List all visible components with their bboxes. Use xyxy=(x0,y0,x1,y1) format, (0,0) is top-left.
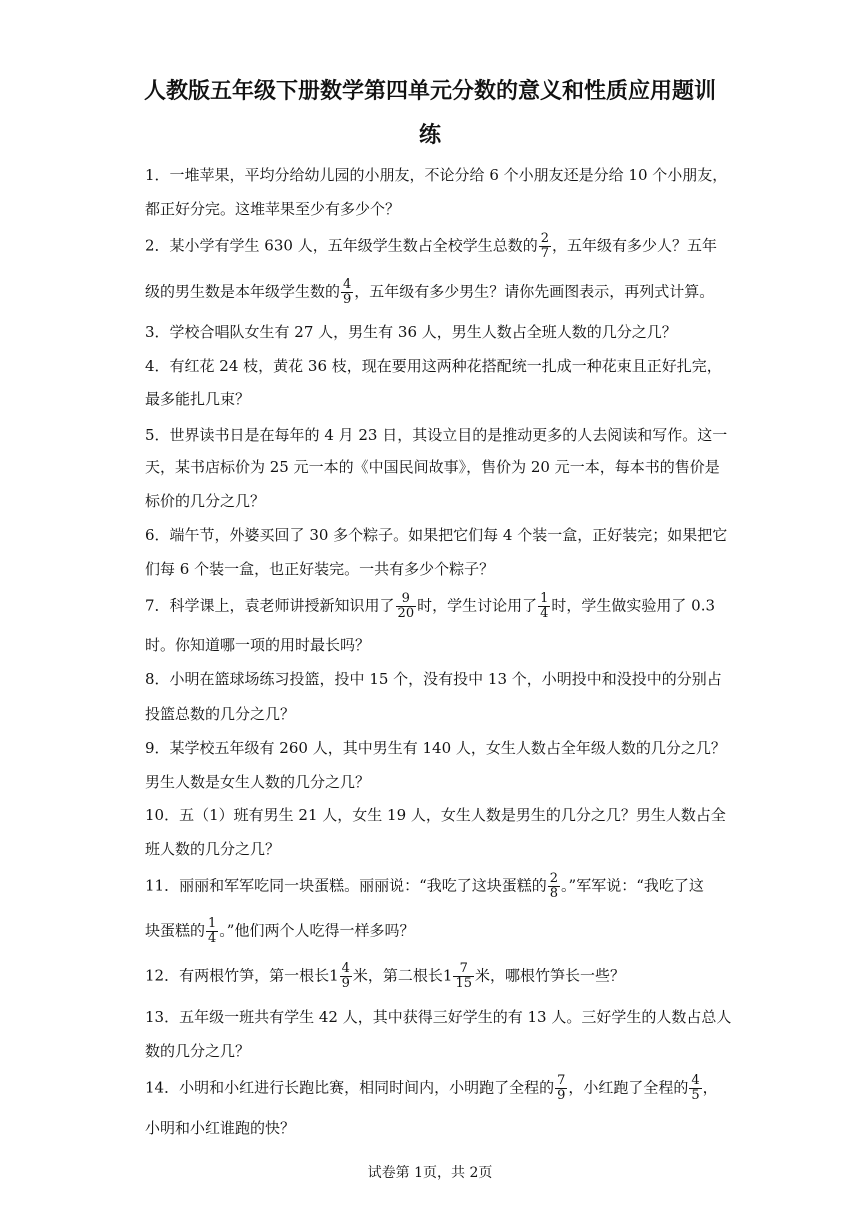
fraction xyxy=(548,872,560,901)
fraction xyxy=(206,917,218,946)
question-7-text: 时，学生讨论用了 xyxy=(417,596,538,615)
question-11-text: 。”他们两个人吃得一样多吗？ xyxy=(219,921,415,940)
question-8-line-1: 8．小明在篮球场练习投篮，投中 15 个，没有投中 13 个，小明投中和没投中的分别占 xyxy=(145,670,722,688)
question-9-line-1: 9．某学校五年级有 260 人，其中男生有 140 人，女生人数占全年级人数的几分之几？ xyxy=(145,739,726,757)
question-14-line-1 xyxy=(145,1074,718,1103)
denominator: 15 xyxy=(455,976,473,991)
fraction xyxy=(453,962,474,991)
question-2-text: ，五年级有多少人？五年 xyxy=(552,236,718,255)
question-11-text: 块蛋糕的 xyxy=(145,921,206,940)
question-5-line-1: 5．世界读书日是在每年的 4 月 23 日，其设立目的是推动更多的人去阅读和写作。这一 xyxy=(145,426,728,444)
question-5-line-2: 天，某书店标价为 25 元一本的《中国民间故事》，售价为 20 元一本，每本书的售价是 xyxy=(145,458,720,476)
question-11-text: 11．丽丽和军军吃同一块蛋糕。丽丽说：“我吃了这块蛋糕的 xyxy=(145,876,547,895)
question-13-line-1: 13．五年级一班共有学生 42 人，其中获得三好学生的有 13 人。三好学生的人数占总人 xyxy=(145,1008,732,1026)
question-10-line-2: 班人数的几分之几？ xyxy=(145,840,281,858)
question-2-line-2 xyxy=(145,278,714,307)
denominator: 5 xyxy=(691,1088,700,1103)
numerator: 9 xyxy=(396,592,417,607)
question-12-text: 12．有两根竹笋，第一根长1 xyxy=(145,966,339,985)
question-14-text: ，小红跑了全程的 xyxy=(568,1078,689,1097)
denominator: 9 xyxy=(341,976,350,991)
question-5-line-3: 标价的几分之几？ xyxy=(145,492,266,510)
question-9-line-2: 男生人数是女生人数的几分之几？ xyxy=(145,773,371,791)
fraction xyxy=(396,592,417,621)
numerator: 2 xyxy=(540,231,549,246)
numerator: 4 xyxy=(343,277,352,292)
question-1-line-2: 都正好分完。这堆苹果至少有多少个？ xyxy=(145,200,401,218)
question-14-text: ， xyxy=(702,1078,718,1097)
fraction xyxy=(340,962,352,991)
question-7-line-2: 时。你知道哪一项的用时最长吗？ xyxy=(145,636,371,654)
numerator: 4 xyxy=(691,1073,700,1088)
question-3-line-1: 3．学校合唱队女生有 27 人，男生有 36 人，男生人数占全班人数的几分之几？ xyxy=(145,323,677,341)
question-10-line-1: 10．五（1）班有男生 21 人，女生 19 人，女生人数是男生的几分之几？男生人数占全 xyxy=(145,806,726,824)
question-2-text: ，五年级有多少男生？请你先画图表示，再列式计算。 xyxy=(354,282,715,301)
question-11-text: 。”军军说：“我吃了这 xyxy=(561,876,704,895)
question-2-line-1 xyxy=(145,232,717,261)
numerator: 7 xyxy=(557,1073,566,1088)
question-14-text: 14．小明和小红进行长跑比赛，相同时间内，小明跑了全程的 xyxy=(145,1078,555,1097)
denominator: 4 xyxy=(208,931,217,946)
question-13-line-2: 数的几分之几？ xyxy=(145,1042,251,1060)
question-4-line-1: 4．有红花 24 枝，黄花 36 枝，现在要用这两种花搭配统一扎成一种花束且正好扎完， xyxy=(145,357,722,375)
question-8-line-2: 投篮总数的几分之几？ xyxy=(145,705,296,723)
fraction xyxy=(341,278,353,307)
question-12-line-1 xyxy=(145,962,625,991)
question-6-line-2: 们每 6 个装一盒，也正好装完。一共有多少个粽子？ xyxy=(145,560,495,578)
question-2-text: 级的男生数是本年级学生数的 xyxy=(145,282,341,301)
denominator: 7 xyxy=(540,246,549,261)
question-4-line-2: 最多能扎几束？ xyxy=(145,390,251,408)
numerator: 1 xyxy=(208,916,217,931)
page-footer: 试卷第 1页，共 2页 xyxy=(367,1165,493,1181)
denominator: 4 xyxy=(540,606,549,621)
question-6-line-1: 6．端午节，外婆买回了 30 多个粽子。如果把它们每 4 个装一盒，正好装完；如果把它 xyxy=(145,526,728,544)
numerator: 1 xyxy=(540,591,549,606)
question-7-line-1 xyxy=(145,592,715,621)
fraction xyxy=(539,232,551,261)
question-7-text: 时，学生做实验用了 0.3 xyxy=(551,596,716,615)
question-11-line-1 xyxy=(145,872,704,901)
denominator: 9 xyxy=(343,292,352,307)
question-11-line-2 xyxy=(145,917,414,946)
denominator: 20 xyxy=(397,606,415,621)
numerator: 2 xyxy=(549,871,559,886)
fraction xyxy=(689,1074,701,1103)
fraction xyxy=(555,1074,567,1103)
question-12-text: 米，哪根竹笋长一些？ xyxy=(475,966,626,985)
title-line-1: 人教版五年级下册数学第四单元分数的意义和性质应用题训 xyxy=(143,79,716,104)
numerator: 7 xyxy=(453,962,474,977)
question-7-text: 7．科学课上，袁老师讲授新知识用了 xyxy=(145,596,395,615)
fraction xyxy=(538,592,550,621)
question-12-text: 米，第二根长1 xyxy=(352,966,453,985)
title-line-2: 练 xyxy=(418,123,441,148)
question-14-line-2: 小明和小红谁跑的快？ xyxy=(145,1119,296,1137)
numerator: 4 xyxy=(341,961,350,976)
question-1-line-1: 1．一堆苹果，平均分给幼儿园的小朋友，不论分给 6 个小朋友还是分给 10 个小朋友， xyxy=(145,166,728,184)
question-2-text: 2．某小学有学生 630 人，五年级学生数占全校学生总数的 xyxy=(145,236,538,255)
denominator: 9 xyxy=(557,1088,566,1103)
denominator: 8 xyxy=(549,886,559,901)
